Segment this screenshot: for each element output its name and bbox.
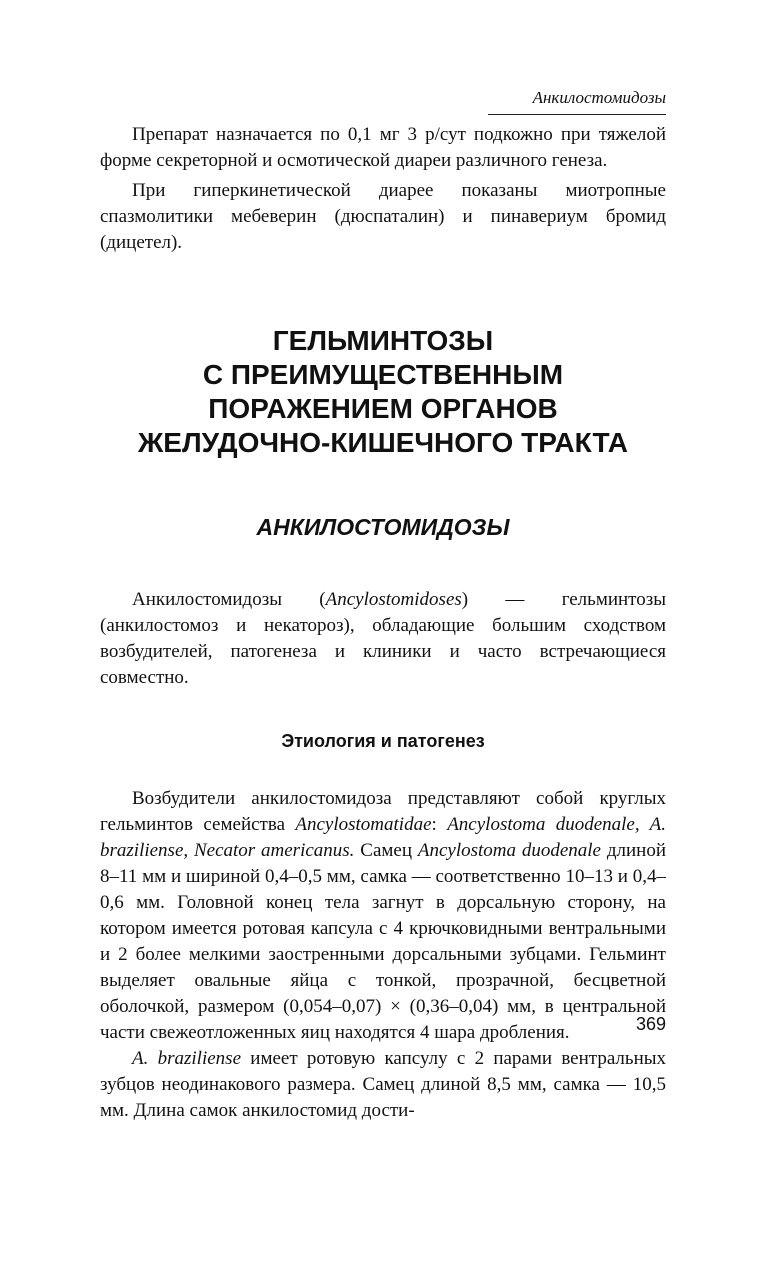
- text-run: имеет ротовую капсулу с 2 парами вентральных зубцов неодинакового размера. Самец длиной 8,5 мм, самка — 10,5 мм. Длина самок анкилостомид дости-: [100, 1048, 666, 1121]
- paragraph-definition: [100, 587, 666, 691]
- paragraph-antispasmodics: При гиперкинетической диарее показаны миотропные спазмолитики мебеверин (дюспаталин) и пинавериум бромид (дицетел).: [100, 180, 666, 253]
- latin-term: A. braziliense: [132, 1048, 242, 1069]
- text-run: длиной 8–11 мм и шириной 0,4–0,5 мм, самка — соответственно 10–13 и 0,4–0,6 мм. Головной конец тела загнут в дорсальную сторону, на котором имеется ротовая капсула с 4 крючковидными вентральными и 2 более мелкими заостренными дорсальными зубцами. Гельминт выделяет овальные яйца с тонкой, прозрачной, бесцветной оболочкой, размером (0,054–0,07) × (0,36–0,04) мм, в центральной части свежеотложенных яиц находятся 4 шара дробления.: [100, 840, 666, 1043]
- section-title-line: ГЕЛЬМИНТОЗЫ: [272, 325, 494, 356]
- text-run: Самец: [354, 840, 418, 861]
- latin-term: Ancylostomidoses: [325, 589, 462, 610]
- section-title-line: С ПРЕИМУЩЕСТВЕННЫМ: [202, 359, 564, 390]
- section-title-line: ЖЕЛУДОЧНО-КИШЕЧНОГО ТРАКТА: [138, 427, 628, 458]
- text-run: Возбудители анкилостомидоза представляют собой круглых гельминтов семейства: [100, 788, 666, 835]
- latin-term: Ancylostoma duodenale, A. braziliense, Necator americanus.: [100, 814, 666, 861]
- page-number: 369: [635, 1014, 666, 1034]
- running-head: Анкилостомидозы: [488, 88, 666, 115]
- page-body: [100, 122, 666, 1124]
- latin-term: Ancylostoma duodenale: [417, 840, 601, 861]
- text-run: :: [431, 814, 448, 835]
- text-run: ) — гельминтозы (анкилостомоз и некатороз), обладающие большим сходством возбудителей, патогенеза и клиники и часто встречающиеся совместно.: [100, 589, 666, 688]
- section-title-line: ПОРАЖЕНИЕМ ОРГАНОВ: [208, 393, 558, 424]
- latin-term: Ancylostomatidae: [295, 814, 432, 835]
- paragraph-braziliense: [100, 1046, 666, 1124]
- paragraph-etiology: [100, 786, 666, 1046]
- paragraph-octreotide: Препарат назначается по 0,1 мг 3 р/сут подкожно при тяжелой форме секреторной и осмотической диареи различного генеза.: [100, 124, 666, 171]
- chapter-title: АНКИЛОСТОМИДОЗЫ: [256, 514, 510, 540]
- section-title: [100, 324, 666, 460]
- subsection-title: Этиология и патогенез: [281, 731, 485, 751]
- text-run: Анкилостомидозы (: [132, 589, 326, 610]
